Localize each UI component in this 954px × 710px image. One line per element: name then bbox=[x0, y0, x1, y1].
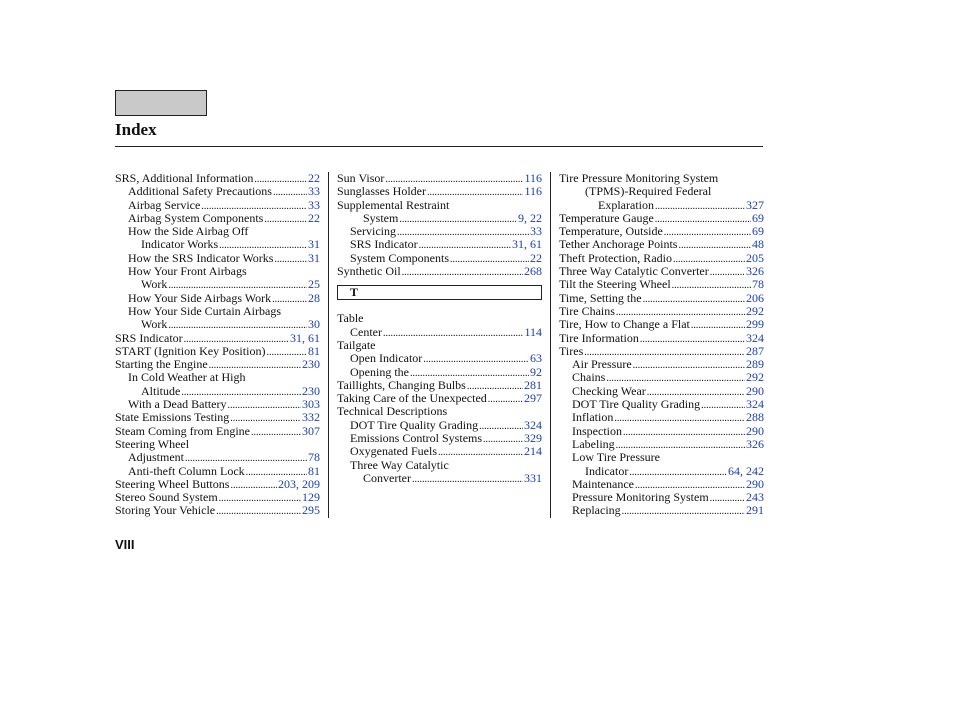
index-entry-text: Low Tire Pressure bbox=[572, 450, 661, 465]
dot-leader bbox=[399, 212, 517, 226]
page-reference-link[interactable]: 230 bbox=[302, 383, 320, 398]
dot-leader bbox=[216, 504, 301, 518]
dot-leader bbox=[488, 392, 523, 406]
index-entry-text: (TPMS)-Required Federal bbox=[585, 184, 712, 199]
index-entry-text: Explaration bbox=[598, 197, 654, 212]
index-entry[interactable] bbox=[559, 225, 764, 238]
index-entry-text: Temperature Gauge bbox=[559, 210, 654, 225]
index-column-3 bbox=[559, 172, 764, 518]
page-reference-link[interactable]: 203, 209 bbox=[278, 476, 320, 491]
page-reference-link[interactable]: 292 bbox=[746, 370, 764, 385]
index-entry bbox=[115, 305, 320, 318]
index-column-2-part-2 bbox=[337, 312, 542, 485]
dot-leader bbox=[710, 491, 745, 505]
index-entry[interactable] bbox=[559, 305, 764, 318]
page-reference-link[interactable]: 307 bbox=[302, 423, 320, 438]
index-entry bbox=[115, 371, 320, 384]
index-entry-text: System Components bbox=[350, 250, 450, 265]
index-entry-text: Steering Wheel bbox=[115, 436, 190, 451]
index-entry bbox=[115, 225, 320, 238]
index-entry-text: Technical Descriptions bbox=[337, 404, 448, 419]
index-entry[interactable] bbox=[337, 432, 542, 445]
page-reference-link[interactable]: 81 bbox=[308, 343, 320, 358]
page-reference-link[interactable]: 281 bbox=[524, 377, 542, 392]
index-entry bbox=[337, 199, 542, 212]
index-entry[interactable] bbox=[559, 398, 764, 411]
index-entry[interactable] bbox=[115, 318, 320, 331]
title-divider bbox=[115, 146, 763, 147]
dot-leader bbox=[412, 472, 523, 486]
index-entry-text: Starting the Engine bbox=[115, 357, 208, 372]
dot-leader bbox=[655, 212, 751, 226]
index-entry[interactable] bbox=[337, 238, 542, 251]
dot-leader bbox=[219, 491, 301, 505]
index-entry-text: Additional Safety Precautions bbox=[128, 184, 272, 199]
index-entry-text: How Your Side Airbags Work bbox=[128, 290, 272, 305]
index-entry-text: How the SRS Indicator Works bbox=[128, 250, 274, 265]
index-entry-text: START (Ignition Key Position) bbox=[115, 343, 266, 358]
page-reference-link[interactable]: 299 bbox=[746, 317, 764, 332]
index-entry-text: Tire Information bbox=[559, 330, 639, 345]
index-entry-text: Maintenance bbox=[572, 476, 634, 491]
index-entry-text: Work bbox=[141, 277, 168, 292]
index-entry-text: Storing Your Vehicle bbox=[115, 503, 216, 518]
page-reference-link[interactable]: 31 bbox=[308, 237, 320, 252]
page-reference-link[interactable]: 289 bbox=[746, 357, 764, 372]
index-entry[interactable] bbox=[337, 366, 542, 379]
dot-leader bbox=[168, 318, 307, 332]
index-entry[interactable] bbox=[115, 385, 320, 398]
page-reference-link[interactable]: 214 bbox=[524, 444, 542, 459]
dot-leader bbox=[643, 292, 745, 306]
page-reference-link[interactable]: 324 bbox=[746, 397, 764, 412]
index-entry[interactable] bbox=[115, 411, 320, 424]
index-entry-text: Open Indicator bbox=[350, 351, 423, 366]
index-entry-text: Stereo Sound System bbox=[115, 490, 218, 505]
dot-leader bbox=[423, 352, 529, 366]
index-entry-text: Work bbox=[141, 317, 168, 332]
index-entry[interactable] bbox=[559, 438, 764, 451]
index-entry[interactable] bbox=[559, 385, 764, 398]
index-entry[interactable] bbox=[559, 292, 764, 305]
index-entry-text: In Cold Weather at High bbox=[128, 370, 246, 385]
index-entry-text: How Your Front Airbags bbox=[128, 264, 247, 279]
index-entry[interactable] bbox=[559, 465, 764, 478]
page-reference-link[interactable]: 331 bbox=[524, 470, 542, 485]
page-reference-link[interactable]: 25 bbox=[308, 277, 320, 292]
page-reference-link[interactable]: 69 bbox=[752, 210, 764, 225]
index-entry[interactable] bbox=[337, 419, 542, 432]
index-entry-text: Tire, How to Change a Flat bbox=[559, 317, 690, 332]
index-entry[interactable] bbox=[115, 345, 320, 358]
page-reference-link[interactable]: 268 bbox=[524, 264, 542, 279]
page-reference-link[interactable]: 78 bbox=[752, 277, 764, 292]
index-entry[interactable] bbox=[337, 252, 542, 265]
page-reference-link[interactable]: 22 bbox=[308, 210, 320, 225]
page-reference-link[interactable]: 48 bbox=[752, 237, 764, 252]
page-reference-link[interactable]: 287 bbox=[746, 343, 764, 358]
dot-leader bbox=[640, 332, 745, 346]
dot-leader bbox=[251, 425, 301, 439]
index-entry-text: Theft Protection, Radio bbox=[559, 250, 672, 265]
index-entry-text: Airbag Service bbox=[128, 197, 201, 212]
index-entry[interactable] bbox=[337, 352, 542, 365]
index-entry-text: How Your Side Curtain Airbags bbox=[128, 303, 282, 318]
dot-leader bbox=[710, 265, 745, 279]
page-reference-link[interactable]: 324 bbox=[746, 330, 764, 345]
dot-leader bbox=[274, 252, 307, 266]
index-entry[interactable] bbox=[115, 478, 320, 491]
index-tab-box[interactable] bbox=[115, 90, 207, 116]
index-entry-text: Tether Anchorage Points bbox=[559, 237, 678, 252]
dot-leader bbox=[227, 398, 301, 412]
index-entry[interactable] bbox=[337, 472, 542, 485]
index-entry[interactable] bbox=[337, 265, 542, 278]
index-entry[interactable] bbox=[337, 392, 542, 405]
page-reference-link[interactable]: 332 bbox=[302, 410, 320, 425]
page-reference-link[interactable]: 205 bbox=[746, 250, 764, 265]
page-reference-link[interactable]: 290 bbox=[746, 423, 764, 438]
index-entry-text: Tires bbox=[559, 343, 584, 358]
dot-leader bbox=[264, 212, 307, 226]
page-reference-link[interactable]: 326 bbox=[746, 264, 764, 279]
dot-leader bbox=[479, 419, 523, 433]
index-entry[interactable] bbox=[559, 425, 764, 438]
index-entry-text: Adjustment bbox=[128, 450, 184, 465]
dot-leader bbox=[230, 478, 277, 492]
index-entry-text: Servicing bbox=[350, 224, 396, 239]
index-entry-text: Synthetic Oil bbox=[337, 264, 401, 279]
index-entry-text: Time, Setting the bbox=[559, 290, 642, 305]
index-entry[interactable] bbox=[115, 212, 320, 225]
dot-leader bbox=[450, 252, 529, 266]
page-reference-link[interactable]: 114 bbox=[524, 324, 542, 339]
index-entry[interactable] bbox=[337, 172, 542, 185]
dot-leader bbox=[266, 345, 307, 359]
page-reference-link[interactable]: 326 bbox=[746, 436, 764, 451]
index-entry[interactable] bbox=[115, 292, 320, 305]
page-reference-link[interactable]: 292 bbox=[746, 303, 764, 318]
page-reference-link[interactable]: 33 bbox=[308, 184, 320, 199]
index-entry[interactable] bbox=[559, 411, 764, 424]
dot-leader bbox=[672, 278, 751, 292]
index-entry[interactable] bbox=[559, 318, 764, 331]
index-column-2 bbox=[337, 172, 542, 485]
index-entry[interactable] bbox=[115, 199, 320, 212]
page-reference-link[interactable]: 31, 61 bbox=[290, 330, 320, 345]
page-reference-link[interactable]: 243 bbox=[746, 490, 764, 505]
dot-leader bbox=[633, 358, 745, 372]
page-reference-link[interactable]: 327 bbox=[746, 197, 764, 212]
dot-leader bbox=[614, 411, 745, 425]
index-entry-text: Checking Wear bbox=[572, 383, 646, 398]
index-entry-text: With a Dead Battery bbox=[128, 397, 227, 412]
index-entry-text: SRS Indicator bbox=[350, 237, 418, 252]
index-entry-text: DOT Tire Quality Grading bbox=[350, 417, 479, 432]
page-reference-link[interactable]: 28 bbox=[308, 290, 320, 305]
dot-leader bbox=[622, 504, 745, 518]
index-entry-text: Indicator Works bbox=[141, 237, 219, 252]
index-entry-text: Supplemental Restraint bbox=[337, 197, 450, 212]
index-entry[interactable] bbox=[115, 172, 320, 185]
page-reference-link[interactable]: 33 bbox=[308, 197, 320, 212]
page-title: Index bbox=[115, 120, 157, 139]
index-entry[interactable] bbox=[115, 451, 320, 464]
index-entry[interactable] bbox=[559, 371, 764, 384]
page-reference-link[interactable]: 64, 242 bbox=[728, 463, 764, 478]
index-entry-text: SRS Indicator bbox=[115, 330, 183, 345]
index-entry[interactable] bbox=[559, 478, 764, 491]
index-entry bbox=[337, 312, 542, 325]
page-reference-link[interactable]: 33 bbox=[530, 224, 542, 239]
index-entry[interactable] bbox=[559, 252, 764, 265]
index-entry-text: Three Way Catalytic Converter bbox=[559, 264, 709, 279]
index-entry-text: Airbag System Components bbox=[128, 210, 264, 225]
column-divider-2 bbox=[550, 172, 551, 518]
page-reference-link[interactable]: 9, 22 bbox=[518, 210, 542, 225]
index-entry[interactable] bbox=[115, 185, 320, 198]
index-entry[interactable] bbox=[115, 358, 320, 371]
index-entry[interactable] bbox=[337, 212, 542, 225]
page-reference-link[interactable]: 81 bbox=[308, 463, 320, 478]
page-reference-link[interactable]: 303 bbox=[302, 397, 320, 412]
index-entry-text: Tire Pressure Monitoring System bbox=[559, 171, 719, 185]
index-entry[interactable] bbox=[559, 199, 764, 212]
index-entry bbox=[337, 405, 542, 418]
page-reference-link[interactable]: 230 bbox=[302, 357, 320, 372]
index-entry-text: Center bbox=[350, 324, 382, 339]
section-header-t: T bbox=[337, 285, 542, 300]
index-entry-text: Sun Visor bbox=[337, 171, 385, 185]
dot-leader bbox=[483, 432, 523, 446]
index-entry[interactable] bbox=[559, 491, 764, 504]
index-entry[interactable] bbox=[559, 345, 764, 358]
dot-leader bbox=[438, 445, 523, 459]
dot-leader bbox=[273, 185, 307, 199]
page-reference-link[interactable]: 129 bbox=[302, 490, 320, 505]
index-entry-text: Emissions Control Systems bbox=[350, 431, 483, 446]
index-entry-text: Three Way Catalytic bbox=[350, 457, 449, 472]
dot-leader bbox=[623, 425, 745, 439]
index-entry-text: Tire Chains bbox=[559, 303, 615, 318]
page-reference-link[interactable]: 31, 61 bbox=[512, 237, 542, 252]
page-reference-link[interactable]: 290 bbox=[746, 476, 764, 491]
index-entry-text: Inspection bbox=[572, 423, 622, 438]
index-entry bbox=[559, 185, 764, 198]
page-reference-link[interactable]: 329 bbox=[524, 431, 542, 446]
index-entry-text: How the Side Airbag Off bbox=[128, 224, 249, 239]
page-reference-link[interactable]: 92 bbox=[530, 364, 542, 379]
index-entry[interactable] bbox=[337, 379, 542, 392]
index-entry bbox=[115, 438, 320, 451]
page-reference-link[interactable]: 69 bbox=[752, 224, 764, 239]
page-reference-link[interactable]: 22 bbox=[308, 171, 320, 185]
page-reference-link[interactable]: 206 bbox=[746, 290, 764, 305]
index-entry[interactable] bbox=[115, 278, 320, 291]
page-reference-link[interactable]: 22 bbox=[530, 250, 542, 265]
index-entry[interactable] bbox=[115, 465, 320, 478]
page-reference-link[interactable]: 297 bbox=[524, 391, 542, 406]
index-entry-text: Air Pressure bbox=[572, 357, 632, 372]
index-entry bbox=[337, 459, 542, 472]
index-entry-text: Anti-theft Column Lock bbox=[128, 463, 245, 478]
index-column-1 bbox=[115, 172, 320, 518]
index-entry-text: DOT Tire Quality Grading bbox=[572, 397, 701, 412]
index-entry[interactable] bbox=[337, 225, 542, 238]
index-entry[interactable] bbox=[115, 238, 320, 251]
index-entry[interactable] bbox=[559, 212, 764, 225]
dot-leader bbox=[383, 326, 523, 340]
index-entry[interactable] bbox=[115, 252, 320, 265]
index-entry-text: Taking Care of the Unexpected bbox=[337, 391, 487, 406]
index-entry bbox=[337, 339, 542, 352]
dot-leader bbox=[701, 398, 745, 412]
page-reference-link[interactable]: 291 bbox=[746, 503, 764, 518]
page-reference-link[interactable]: 295 bbox=[302, 503, 320, 518]
page-number: VIII bbox=[115, 537, 135, 552]
page-reference-link[interactable]: 288 bbox=[746, 410, 764, 425]
index-entry-text: Inflation bbox=[572, 410, 614, 425]
page-reference-link[interactable]: 78 bbox=[308, 450, 320, 465]
index-entry[interactable] bbox=[115, 504, 320, 517]
dot-leader bbox=[691, 318, 745, 332]
index-entry-text: Chains bbox=[572, 370, 606, 385]
index-entry[interactable] bbox=[559, 358, 764, 371]
index-entry-text: State Emissions Testing bbox=[115, 410, 230, 425]
index-entry-text: Replacing bbox=[572, 503, 621, 518]
page-reference-link[interactable]: 31 bbox=[308, 250, 320, 265]
index-entry-text: Indicator bbox=[585, 463, 629, 478]
index-entry bbox=[115, 265, 320, 278]
dot-leader bbox=[402, 265, 523, 279]
index-entry[interactable] bbox=[337, 185, 542, 198]
index-column-2-part-1 bbox=[337, 172, 542, 278]
index-entry[interactable] bbox=[559, 332, 764, 345]
index-entry bbox=[559, 451, 764, 464]
index-entry-text: System bbox=[363, 210, 399, 225]
index-entry-text: Taillights, Changing Bulbs bbox=[337, 377, 466, 392]
index-entry[interactable] bbox=[115, 491, 320, 504]
page-reference-link[interactable]: 63 bbox=[530, 351, 542, 366]
index-entry-text: Altitude bbox=[141, 383, 181, 398]
index-entry-text: Opening the bbox=[350, 364, 409, 379]
index-entry[interactable] bbox=[115, 332, 320, 345]
page-reference-link[interactable]: 116 bbox=[524, 184, 542, 199]
dot-leader bbox=[655, 199, 745, 213]
dot-leader bbox=[678, 238, 751, 252]
index-entry[interactable] bbox=[559, 504, 764, 517]
dot-leader bbox=[629, 465, 727, 479]
index-entry-text: Tilt the Steering Wheel bbox=[559, 277, 671, 292]
page-reference-link[interactable]: 324 bbox=[524, 417, 542, 432]
page-reference-link[interactable]: 30 bbox=[308, 317, 320, 332]
index-entry-text: Table bbox=[337, 311, 364, 326]
index-entry-text: SRS, Additional Information bbox=[115, 171, 254, 185]
index-entry-text: Steam Coming from Engine bbox=[115, 423, 250, 438]
index-entry-text: Converter bbox=[363, 470, 411, 485]
index-entry[interactable] bbox=[337, 326, 542, 339]
index-entry-text: Pressure Monitoring System bbox=[572, 490, 709, 505]
index-entry[interactable] bbox=[559, 238, 764, 251]
index-entry-text: Oxygenated Fuels bbox=[350, 444, 437, 459]
index-entry-text: Sunglasses Holder bbox=[337, 184, 426, 199]
index-entry[interactable] bbox=[559, 265, 764, 278]
index-entry-text: Labeling bbox=[572, 436, 615, 451]
page-reference-link[interactable]: 116 bbox=[524, 171, 542, 185]
index-entry-text: Tailgate bbox=[337, 337, 376, 352]
column-divider-1 bbox=[328, 172, 329, 518]
index-entry-text: Steering Wheel Buttons bbox=[115, 476, 230, 491]
index-entry[interactable] bbox=[115, 425, 320, 438]
index-entry-text: Temperature, Outside bbox=[559, 224, 663, 239]
index-entry[interactable] bbox=[559, 278, 764, 291]
index-entry[interactable] bbox=[115, 398, 320, 411]
index-entry[interactable] bbox=[337, 445, 542, 458]
page-reference-link[interactable]: 290 bbox=[746, 383, 764, 398]
index-entry bbox=[559, 172, 764, 185]
